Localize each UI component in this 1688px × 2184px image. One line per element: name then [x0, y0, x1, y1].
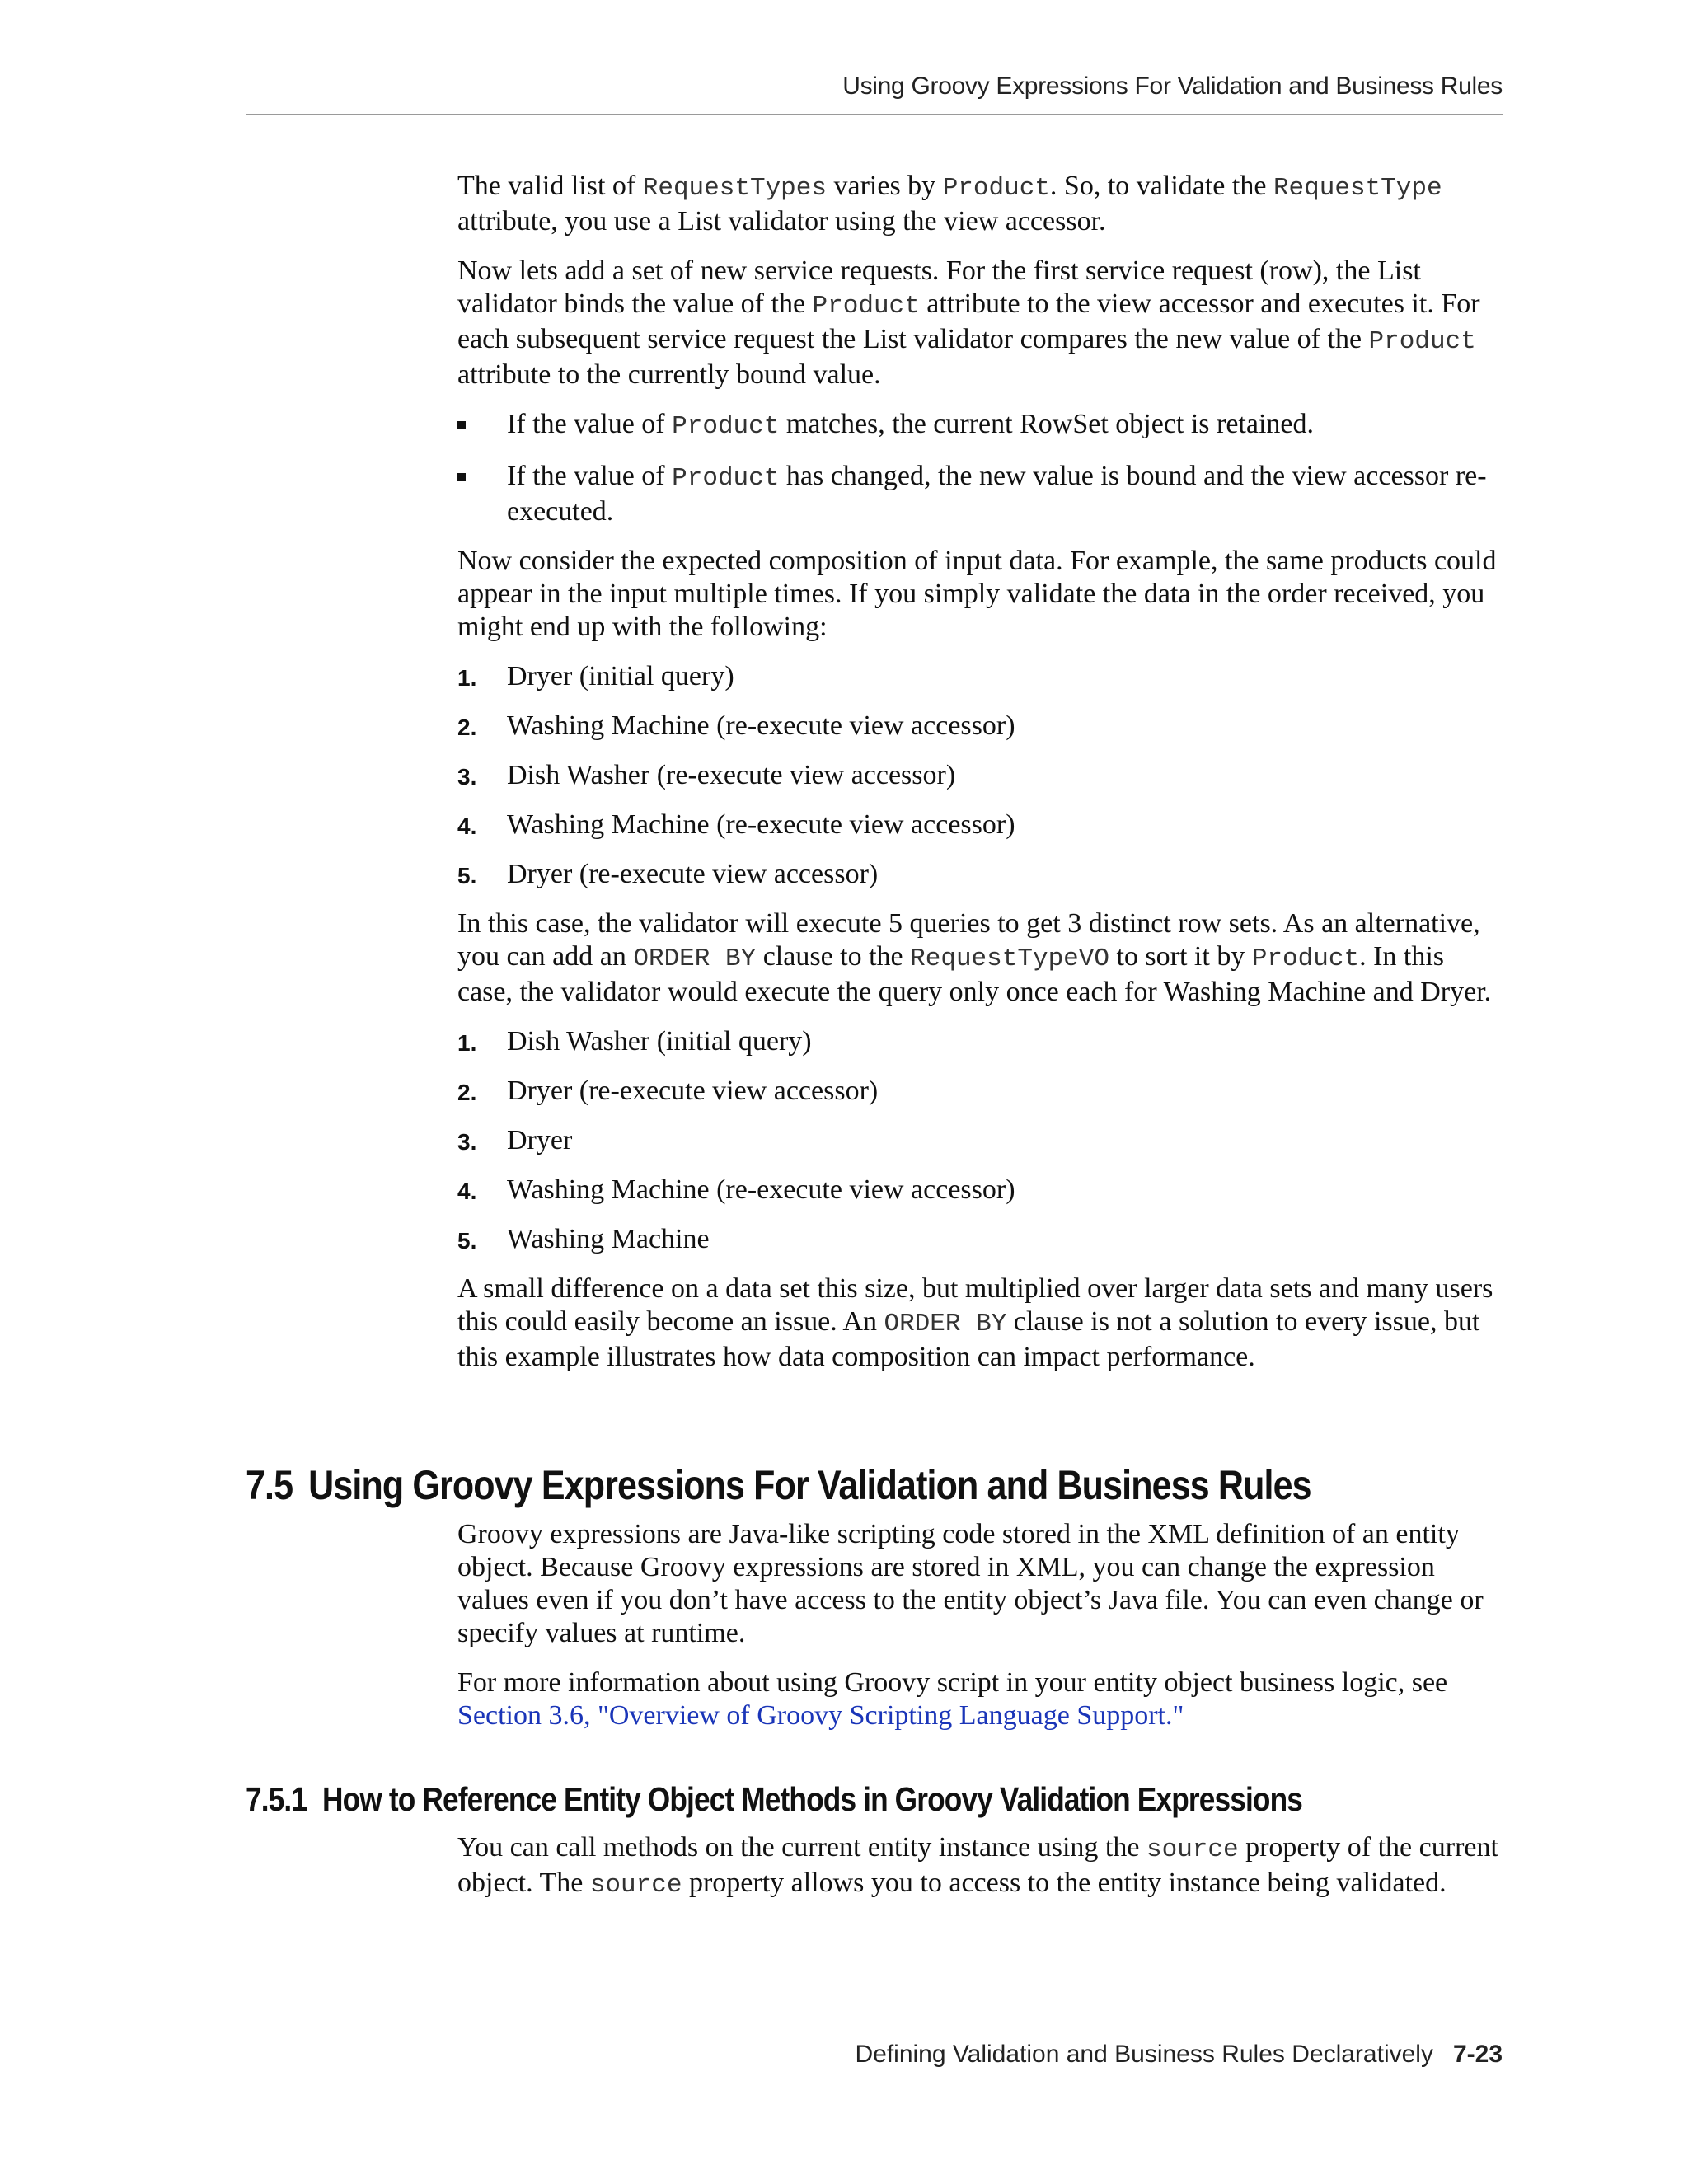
- list-number: 5.: [457, 1228, 477, 1254]
- paragraph-source-property: You can call methods on the current entity instance using the source property of the current object. The source property allows you to access to the entity instance being validated.: [457, 1832, 1498, 1900]
- code-product: Product: [942, 174, 1050, 203]
- numbered-item: 1. Dish Washer (initial query): [457, 1025, 1503, 1058]
- square-bullet-icon: [457, 473, 466, 481]
- list-number: 4.: [457, 1179, 477, 1204]
- code-source: source: [1146, 1835, 1239, 1864]
- section-title: How to Reference Entity Object Methods in Groovy Validation Expressions: [322, 1780, 1303, 1818]
- code-order-by: ORDER BY: [633, 944, 757, 973]
- section-number: 7.5.1: [246, 1780, 307, 1818]
- bullet-item: If the value of Product matches, the current RowSet object is retained.: [457, 408, 1503, 443]
- code-product: Product: [1251, 944, 1360, 973]
- code-product: Product: [1368, 327, 1476, 356]
- numbered-item: 3. Dish Washer (re-execute view accessor): [457, 759, 1503, 792]
- running-header: Using Groovy Expressions For Validation and Business Rules: [842, 73, 1503, 100]
- paragraph-new-service-requests: Now lets add a set of new service requests. For the first service request (row), the List validator binds the value of the Product attribute to the view accessor and executes it. For each subsequent service request the List validator compares the new value of the Product attribute to the currently bound value.: [457, 255, 1480, 390]
- code-request-type: RequestType: [1273, 174, 1442, 203]
- page-number: 7-23: [1452, 2041, 1503, 2068]
- code-request-types: RequestTypes: [642, 174, 827, 203]
- header-rule: [246, 114, 1503, 115]
- code-source: source: [589, 1871, 682, 1900]
- list-number: 1.: [457, 665, 477, 691]
- list-number: 4.: [457, 813, 477, 839]
- section-title: Using Groovy Expressions For Validation and Business Rules: [308, 1462, 1311, 1508]
- numbered-item: 2. Washing Machine (re-execute view accessor): [457, 710, 1503, 743]
- square-bullet-icon: [457, 421, 466, 429]
- numbered-item: 5. Dryer (re-execute view accessor): [457, 858, 1503, 891]
- list-number: 1.: [457, 1030, 477, 1056]
- section-number: 7.5: [246, 1462, 293, 1508]
- code-product: Product: [672, 464, 780, 493]
- paragraph-valid-list: The valid list of RequestTypes varies by Product. So, to validate the RequestType attribute, you use a List validator using the view accessor.: [457, 171, 1442, 237]
- list-number: 2.: [457, 715, 477, 740]
- code-product: Product: [812, 292, 920, 321]
- list-number: 5.: [457, 863, 477, 888]
- footer-chapter-title: Defining Validation and Business Rules Declaratively: [855, 2041, 1433, 2068]
- paragraph-small-difference: A small difference on a data set this size, but multiplied over larger data sets and many users this could easily become an issue. An ORDER BY clause is not a solution to every issue, but this example illustrates how data composition can impact performance.: [457, 1273, 1493, 1372]
- paragraph-groovy-expressions: Groovy expressions are Java-like scripting code stored in the XML definition of an entity object. Because Groovy expressions are stored in XML, you can change the expression values even if you don’t have access to the entity object’s Java file. You can even change or specify values at runtime.: [457, 1519, 1484, 1648]
- section-7-5-body: [457, 1518, 1503, 1749]
- paragraph-order-by: In this case, the validator will execute 5 queries to get 3 distinct row sets. As an alternative, you can add an ORDER BY clause to the RequestTypeVO to sort it by Product. In this case, the validator would execute the query only once each for Washing Machine and Dryer.: [457, 908, 1492, 1007]
- paragraph-more-information: For more information about using Groovy script in your entity object business logic, see Section 3.6, "Overview of Groovy Scripting Language Support.": [457, 1667, 1448, 1731]
- link-section-3-6[interactable]: Section 3.6, "Overview of Groovy Scripting Language Support.": [457, 1700, 1184, 1731]
- numbered-item: 3. Dryer: [457, 1124, 1503, 1157]
- numbered-item: 4. Washing Machine (re-execute view accessor): [457, 808, 1503, 841]
- code-product: Product: [672, 412, 780, 441]
- page-footer: [246, 2041, 1503, 2069]
- code-order-by: ORDER BY: [884, 1310, 1007, 1338]
- section-heading-7-5: [246, 1460, 1311, 1510]
- intro-body: [457, 170, 1503, 1390]
- numbered-item: 1. Dryer (initial query): [457, 660, 1503, 693]
- bullet-item: If the value of Product has changed, the new value is bound and the view accessor re-executed.: [457, 460, 1503, 528]
- list-number: 3.: [457, 764, 477, 790]
- section-heading-7-5-1: [246, 1779, 1302, 1820]
- section-7-5-1-body: [457, 1831, 1503, 1919]
- numbered-item: 5. Washing Machine: [457, 1223, 1503, 1256]
- numbered-item: 4. Washing Machine (re-execute view accessor): [457, 1174, 1503, 1207]
- list-number: 2.: [457, 1080, 477, 1105]
- list-number: 3.: [457, 1129, 477, 1155]
- code-request-type-vo: RequestTypeVO: [910, 944, 1109, 973]
- numbered-item: 2. Dryer (re-execute view accessor): [457, 1075, 1503, 1108]
- paragraph-input-composition: Now consider the expected composition of input data. For example, the same products could appear in the input multiple times. If you simply validate the data in the order received, you might end up with the following:: [457, 546, 1497, 642]
